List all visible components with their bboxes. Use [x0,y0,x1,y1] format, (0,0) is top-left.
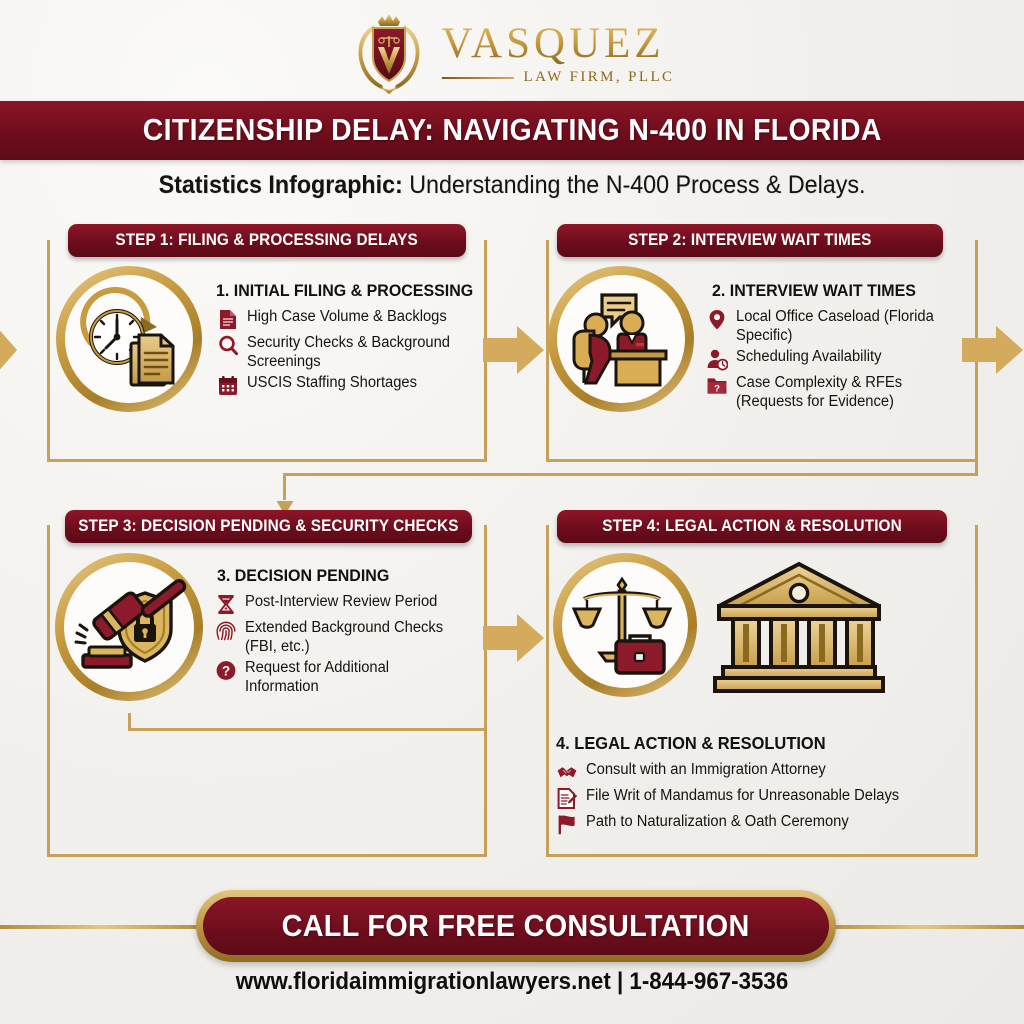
call-for-consultation-button[interactable] [196,890,836,962]
calendar-icon [217,374,239,397]
brand-divider [442,77,514,79]
step-4-heading: 4. LEGAL ACTION & RESOLUTION [556,733,826,753]
step-1-circle [56,266,202,412]
list-item-label: File Writ of Mandamus for Unreasonable Delays [586,787,900,804]
brand-logo [0,8,1024,100]
brand-name: VASQUEZ [441,20,665,67]
list-item [215,592,473,616]
step-2-circle [548,266,694,412]
contact-text[interactable]: www.floridaimmigrationlawyers.net | 1-844-967-3536 [235,968,789,995]
brand-wordmark [442,22,675,86]
handshake-icon [556,761,578,784]
list-item [556,786,976,810]
page-subtitle [0,165,1024,205]
flow-line-s3-left [47,525,50,857]
list-item-label: Case Complexity & RFEs (Requests for Evidence) [736,374,903,410]
person-clock-icon [706,348,728,371]
step-1-pill-label: STEP 1: FILING & PROCESSING DELAYS [115,231,419,249]
flow-line-s1-bottom [47,459,487,462]
document-icon [217,308,239,331]
step-2-pill-label: STEP 2: INTERVIEW WAIT TIMES [628,231,872,249]
shield-crest-icon [350,11,428,97]
list-item-label: Security Checks & Background Screenings [247,334,450,370]
list-item-label: Local Office Caseload (Florida Specific) [736,308,934,344]
folder-question-icon [706,374,728,397]
step-1-heading: 1. INITIAL FILING & PROCESSING [216,281,474,300]
list-item-label: Extended Background Checks (FBI, etc.) [245,619,444,655]
step-4-bullets [556,760,976,838]
list-item-label: Path to Naturalization & Oath Ceremony [586,813,849,830]
hourglass-icon [215,593,237,616]
step-1-bullets [217,307,479,399]
svg-text:?: ? [714,383,720,395]
flow-line-s3-bottom [47,854,487,857]
cta-label: CALL FOR FREE CONSULTATION [282,908,750,943]
flow-line-s2-to-s3 [283,473,978,476]
page-title: CITIZENSHIP DELAY: NAVIGATING N-400 IN FLORIDA [142,113,882,147]
step-2-heading: 2. INTERVIEW WAIT TIMES [712,281,916,300]
step-3-pill[interactable] [65,510,472,543]
list-item [556,760,976,784]
flow-line-s4-left [546,525,549,857]
flow-arrow-s3-to-s4 [483,612,545,664]
list-item [217,373,479,397]
flag-icon [556,813,578,836]
step-4-circle [553,553,697,697]
flow-line-s2-bottom [546,459,978,462]
step-2-bullets [706,307,950,413]
list-item-label: Scheduling Availability [736,348,882,365]
clock-and-documents-icon [73,287,185,391]
list-item [706,307,950,345]
flow-line-s4-bottom [546,854,978,857]
footer-rule-right [819,925,1024,929]
fingerprint-icon [215,619,237,642]
subtitle-rest: Understanding the N-400 Process & Delays. [402,170,866,199]
list-item-label: Consult with an Immigration Attorney [586,761,826,778]
step-4-pill-label: STEP 4: LEGAL ACTION & RESOLUTION [602,517,902,535]
question-circle-icon [215,659,237,682]
map-pin-icon [706,308,728,331]
brand-tagline: LAW FIRM, PLLC [523,69,675,85]
list-item [215,658,473,696]
flow-line-s3-inner [128,728,487,731]
step-3-heading: 3. DECISION PENDING [217,566,390,585]
step-1-pill[interactable] [68,224,466,257]
list-item-label: Request for Additional Information [245,659,390,695]
flow-arrow-s1-to-s2 [483,324,545,376]
step-2-pill[interactable] [557,224,943,257]
step-3-bullets [215,592,473,698]
list-item [217,307,479,331]
flow-arrow-s2-in-left [0,324,18,376]
page-title-bar [0,101,1024,160]
subtitle-lead: Statistics Infographic: [158,170,403,199]
flow-line-s3-right [484,525,487,857]
flow-line-s1-left [47,240,50,462]
contact-line [0,968,1024,996]
list-item [215,618,473,656]
step-3-circle [55,553,203,701]
list-item-label: USCIS Staffing Shortages [247,374,417,391]
list-item [217,333,479,371]
flow-arrow-s2-out [962,324,1024,376]
magnifier-icon [217,334,239,357]
list-item [706,373,950,411]
step-4-pill[interactable] [557,510,947,543]
footer-rule-left [0,925,205,929]
list-item [706,347,950,371]
gavel-and-shield-lock-icon [71,577,187,677]
list-item-label: Post-Interview Review Period [245,593,438,610]
document-pen-icon [556,787,578,810]
step-3-pill-label: STEP 3: DECISION PENDING & SECURITY CHECKS [78,517,459,535]
courthouse-icon [713,558,885,696]
flow-line-s3-inner-tick [128,713,131,729]
list-item-label: High Case Volume & Backlogs [247,308,447,325]
list-item [556,812,976,836]
svg-text:?: ? [221,663,231,679]
scales-and-briefcase-icon [572,573,678,677]
interview-desk-icon [566,287,676,391]
